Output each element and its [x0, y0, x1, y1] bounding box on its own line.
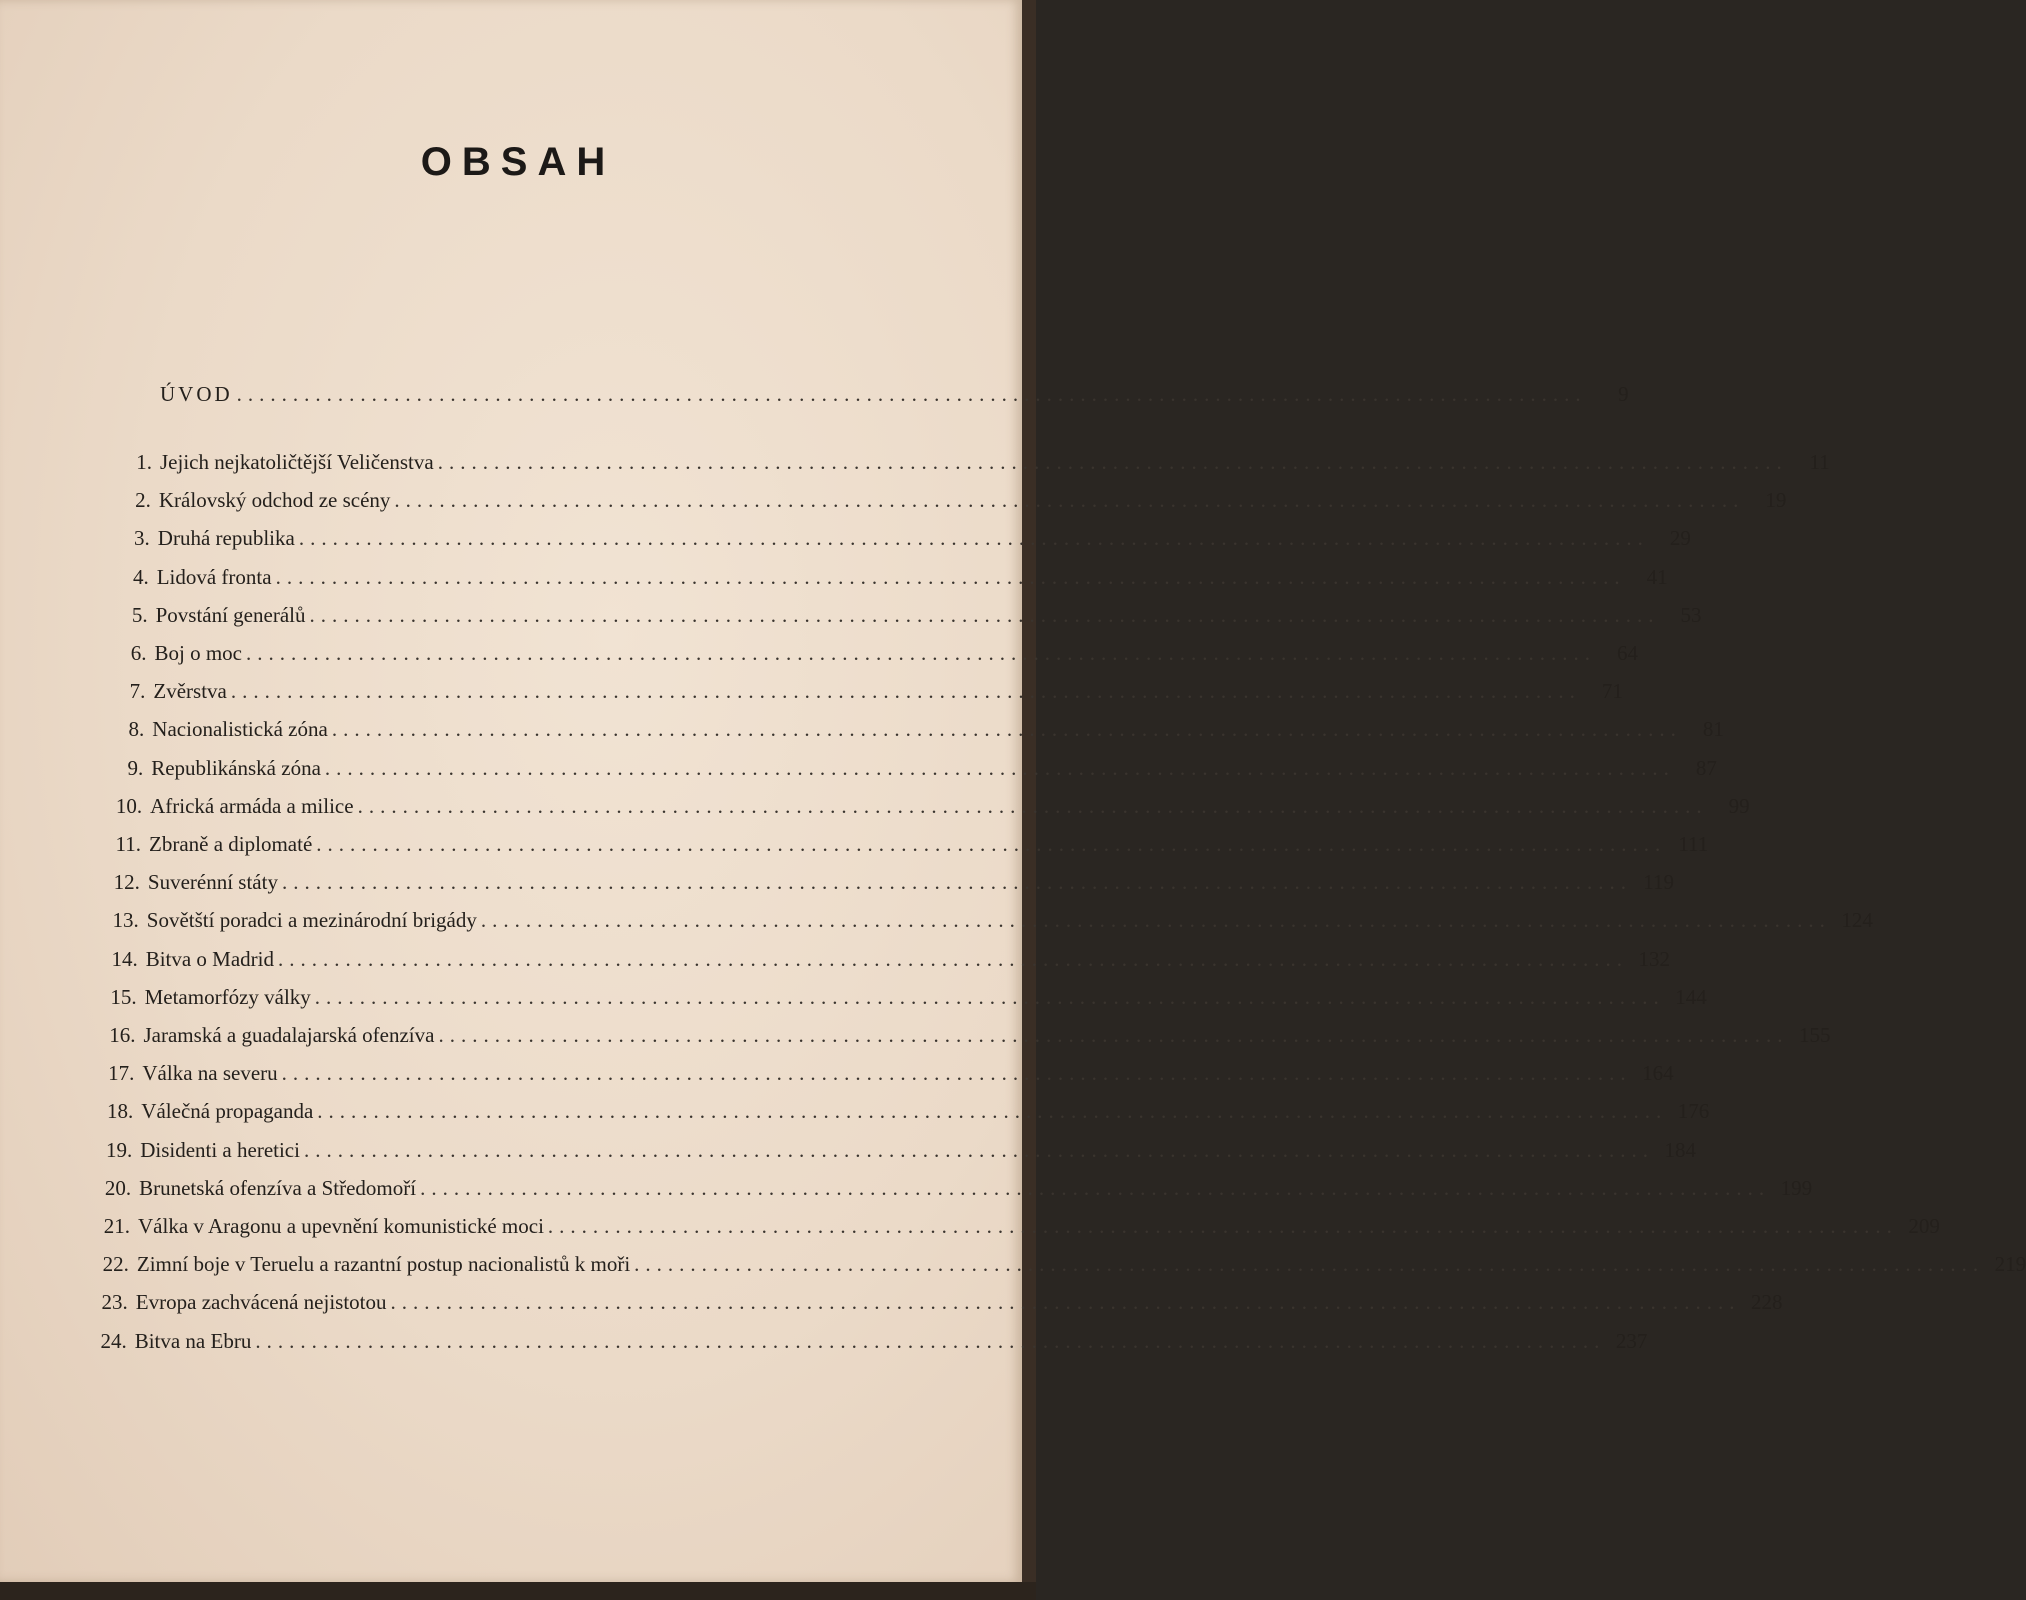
- leader-dots: ........................................................................................................................: [309, 602, 1660, 627]
- toc-entry-label: ÚVOD: [160, 382, 233, 406]
- toc-entry-number: 1.: [136, 450, 152, 474]
- toc-entry-number: 2.: [135, 488, 151, 513]
- toc-entry-label: Lidová fronta: [156, 564, 272, 589]
- toc-entry-number: 17.: [108, 1061, 135, 1086]
- toc-entry-label: Bitva na Ebru: [134, 1328, 252, 1353]
- leader-dots: ........................................................................................................................: [281, 1061, 1632, 1086]
- toc-entry-page: 87: [1695, 755, 1717, 780]
- leader-dots: ........................................................................................................................: [255, 1328, 1606, 1353]
- toc-entry-page: 9: [1618, 382, 1629, 406]
- toc-entry-number: 10.: [115, 793, 143, 818]
- toc-entry-number: 6.: [130, 641, 147, 665]
- leader-dots: ........................................................................................................................: [420, 1175, 1771, 1200]
- toc-entry: [94, 1023, 1831, 1057]
- toc-entry-number: 14.: [111, 946, 138, 971]
- toc-entry: [103, 679, 1623, 713]
- leader-dots: ........................................................................................................................: [316, 832, 1667, 856]
- toc-entry-label: Metamorfózy války: [144, 984, 311, 1009]
- leader-dots: ........................................................................................................................: [324, 755, 1675, 780]
- toc-entry-number: 23.: [101, 1290, 128, 1315]
- toc-entry-number: 4.: [132, 564, 149, 589]
- toc-entry-number: 22.: [102, 1252, 129, 1277]
- leader-dots: ........................................................................................................................: [331, 717, 1682, 742]
- leader-dots: ........................................................................................................................: [314, 984, 1665, 1009]
- toc-entry-number: 21.: [103, 1214, 130, 1238]
- toc-entry-page: 111: [1678, 832, 1709, 856]
- toc-entry: [102, 717, 1724, 751]
- leader-dots: ........................................................................................................................: [438, 1023, 1789, 1047]
- leader-dots: ........................................................................................................................: [246, 641, 1596, 665]
- leader-dots: ........................................................................................................................: [480, 908, 1831, 933]
- toc-entry-label: Zimní boje v Teruelu a razantní postup nacionalistů k moři: [136, 1252, 631, 1277]
- toc-entry-page: 164: [1642, 1061, 1674, 1086]
- leader-dots: ........................................................................................................................: [634, 1252, 1985, 1277]
- toc-entry-label: Druhá republika: [157, 526, 295, 551]
- toc-entry-number: 11.: [115, 832, 141, 856]
- leader-dots: ........................................................................................................................: [547, 1214, 1898, 1238]
- toc-entry: [100, 793, 1750, 828]
- toc-entry: [108, 526, 1691, 560]
- toc-entry-page: 81: [1702, 717, 1724, 742]
- toc-entry-page: 184: [1664, 1137, 1696, 1162]
- toc-entry-label: Zvěrstva: [153, 679, 227, 704]
- toc-entry-number: 18.: [107, 1099, 134, 1124]
- toc-entry-page: 64: [1617, 641, 1638, 665]
- toc-entry: [95, 984, 1707, 1019]
- toc-entry-label: Bitva o Madrid: [145, 946, 275, 971]
- toc-entry-page: 176: [1677, 1099, 1710, 1124]
- leader-dots: ........................................................................................................................: [437, 450, 1788, 474]
- toc-entry: [87, 1252, 2026, 1286]
- toc-entry-number: 16.: [109, 1023, 136, 1047]
- toc-entry-page: 119: [1643, 870, 1674, 895]
- toc-entry-label: Zbraně a diplomaté: [149, 832, 313, 856]
- toc-entry-number: 12.: [113, 870, 140, 895]
- leader-dots: ........................................................................................................................: [275, 564, 1626, 589]
- toc-entry-page: 144: [1675, 984, 1707, 1009]
- toc-entry-number: 8.: [128, 717, 145, 742]
- leader-dots: ........................................................................................................................: [230, 679, 1581, 704]
- toc-entry: [88, 1214, 1940, 1248]
- toc-entry-label: Jejich nejkatoličtější Veličenstva: [160, 450, 434, 474]
- toc-entry-label: Nacionalistická zóna: [152, 717, 328, 742]
- toc-entry-label: Válka na severu: [142, 1061, 278, 1086]
- toc-entry-label: Válečná propaganda: [141, 1099, 314, 1124]
- toc-entry-label: Jaramská a guadalajarská ofenzíva: [143, 1023, 435, 1047]
- toc-entry: [106, 602, 1702, 637]
- page-title: OBSAH: [420, 140, 616, 184]
- toc-entry: [107, 564, 1668, 599]
- toc-entry-label: Suverénní státy: [147, 870, 278, 895]
- toc-entry-page: 199: [1780, 1175, 1813, 1200]
- toc-entry-number: 15.: [110, 984, 137, 1009]
- toc-entry-page: 237: [1615, 1328, 1648, 1353]
- toc-entry: [105, 641, 1638, 675]
- toc-entry-label: Brunetská ofenzíva a Středomoří: [139, 1175, 417, 1200]
- leader-dots: ........................................................................................................................: [317, 1099, 1668, 1124]
- toc-entry: [101, 755, 1717, 790]
- leader-dots: ........................................................................................................................: [281, 870, 1632, 895]
- toc-entry-intro: [110, 382, 1629, 416]
- toc-entry-label: Disidenti a heretici: [140, 1137, 300, 1162]
- toc-entry-number: 5.: [131, 602, 148, 627]
- leader-dots: ........................................................................................................................: [357, 793, 1708, 818]
- leader-dots: ........................................................................................................................: [236, 382, 1587, 406]
- toc-entry-label: Boj o moc: [154, 641, 242, 665]
- toc-entry-page: 99: [1728, 793, 1750, 818]
- toc-entry-page: 41: [1646, 564, 1668, 589]
- toc-entry-number: 3.: [134, 526, 150, 551]
- toc-entry-page: 219: [1994, 1252, 2026, 1277]
- toc-entry: [92, 1061, 1674, 1095]
- leader-dots: ........................................................................................................................: [303, 1137, 1654, 1162]
- toc-entry-page: 29: [1669, 526, 1691, 551]
- toc-entry-page: 53: [1680, 602, 1702, 627]
- toc-entry: [98, 870, 1674, 904]
- toc-entry: [96, 946, 1671, 981]
- leader-dots: ........................................................................................................................: [390, 1290, 1741, 1315]
- toc-entry: [91, 1099, 1710, 1133]
- toc-entry-label: Africká armáda a milice: [150, 793, 354, 818]
- toc-entry-number: 24.: [100, 1328, 127, 1353]
- toc-entry: [110, 450, 1830, 484]
- toc-entry-number: 7.: [129, 679, 146, 704]
- toc-entry-page: 124: [1841, 908, 1873, 933]
- leader-dots: ........................................................................................................................: [298, 526, 1649, 551]
- toc-entry: [86, 1290, 1783, 1324]
- toc-entry-page: 19: [1765, 488, 1787, 513]
- leader-dots: ........................................................................................................................: [278, 946, 1629, 971]
- toc-entry-number: 9.: [127, 755, 144, 780]
- toc-entry-number: 19.: [105, 1137, 133, 1162]
- toc-entry: [90, 1137, 1696, 1172]
- toc-entry-page: 132: [1638, 946, 1671, 971]
- toc-entry: [85, 1328, 1648, 1363]
- toc-entry-page: 209: [1908, 1214, 1940, 1238]
- toc-entry-page: 228: [1751, 1290, 1783, 1315]
- toc-entry-label: Sovětští poradci a mezinárodní brigády: [146, 908, 477, 933]
- toc-entry-number: 13.: [112, 908, 139, 933]
- toc-entry-label: Povstání generálů: [155, 602, 306, 627]
- toc-entry-label: Válka v Aragonu a upevnění komunistické moci: [138, 1214, 544, 1238]
- toc-entry-label: Královský odchod ze scény: [158, 488, 391, 513]
- toc-entry-page: 11: [1809, 450, 1830, 474]
- toc-entry: [99, 832, 1709, 866]
- leader-dots: ........................................................................................................................: [394, 488, 1745, 513]
- toc-entry-page: 155: [1798, 1023, 1831, 1047]
- toc-entry-page: 71: [1601, 679, 1623, 704]
- toc-entry-label: Evropa zachvácená nejistotou: [135, 1290, 387, 1315]
- toc-entry: [89, 1175, 1813, 1210]
- toc-entry: [97, 908, 1873, 942]
- toc-entry-label: Republikánská zóna: [151, 755, 321, 780]
- toc-entry: [109, 488, 1787, 522]
- toc-entry-number: 20.: [104, 1175, 132, 1200]
